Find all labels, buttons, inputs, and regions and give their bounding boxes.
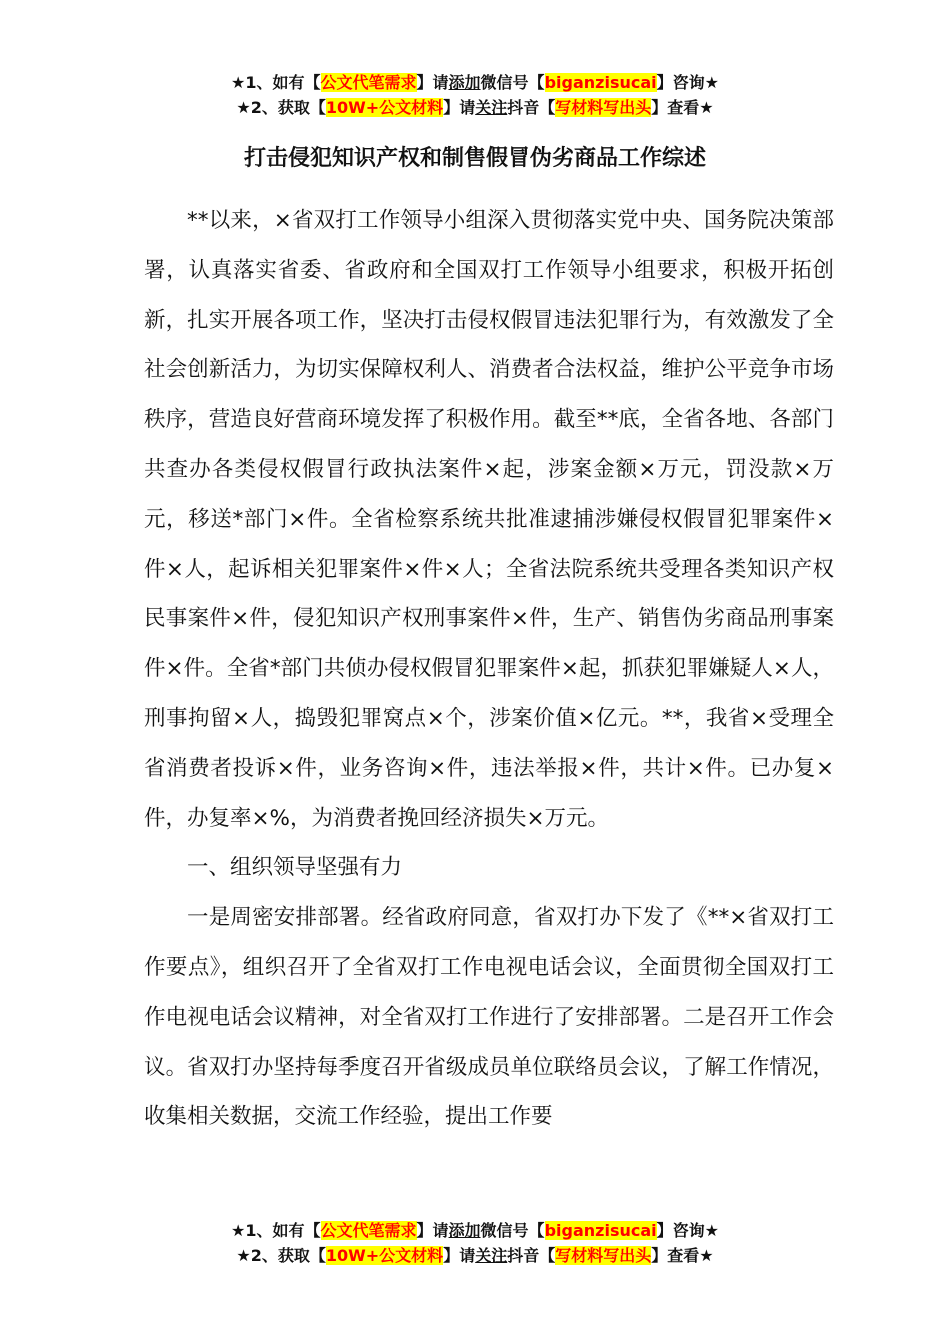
- notice-text: 】查看★: [651, 98, 714, 117]
- notice-line-1: [0, 70, 950, 95]
- douyin-name-highlight: 写材料写出头: [555, 98, 652, 117]
- underlined-text: 添加: [448, 73, 481, 92]
- footer-notice-banner: [0, 1218, 950, 1268]
- wechat-id-highlight: biganzisucai: [544, 1221, 657, 1240]
- notice-text: 】请: [443, 1246, 476, 1265]
- notice-text: ★2、获取【: [236, 1246, 326, 1265]
- notice-text: 】请: [416, 1221, 449, 1240]
- notice-text: 抖音【: [507, 1246, 556, 1265]
- notice-line-1: [0, 1218, 950, 1243]
- notice-text: 抖音【: [507, 98, 556, 117]
- header-notice-banner: [0, 70, 950, 120]
- notice-line-2: [0, 95, 950, 120]
- notice-line-2: [0, 1243, 950, 1268]
- section-heading: 一、组织领导坚强有力: [187, 855, 403, 881]
- notice-text: 】请: [443, 98, 476, 117]
- notice-text: 】请: [416, 73, 449, 92]
- notice-text: ★2、获取【: [236, 98, 326, 117]
- underlined-text: 关注: [475, 1246, 508, 1265]
- notice-text: ★1、如有【: [231, 73, 321, 92]
- notice-text: 】查看★: [651, 1246, 714, 1265]
- notice-text: 微信号【: [480, 1221, 545, 1240]
- highlight-text: 10W+公文材料: [325, 1246, 444, 1265]
- notice-text: 】咨询★: [656, 1221, 719, 1240]
- underlined-text: 关注: [475, 98, 508, 117]
- document-body: [144, 196, 834, 1142]
- document-title: 打击侵犯知识产权和制售假冒伪劣商品工作综述: [243, 146, 706, 171]
- body-paragraph: 一是周密安排部署。经省政府同意，省双打办下发了《**×省双打工作要点》，组织召开了全省双打工作电视电话会议，全面贯彻全国双打工作电视电话会议精神，对全省双打工作进行了安排部署。二是召开工作会议。省双打办坚持每季度召开省级成员单位联络员会议，了解工作情况，收集相关数据，交流工作经验，提出工作要: [144, 905, 834, 1130]
- douyin-name-highlight: 写材料写出头: [555, 1246, 652, 1265]
- notice-text: 】咨询★: [656, 73, 719, 92]
- body-paragraph: **以来，×省双打工作领导小组深入贯彻落实党中央、国务院决策部署，认真落实省委、省政府和全国双打工作领导小组要求，积极开拓创新，扎实开展各项工作，坚决打击侵权假冒违法犯罪行为，有效激发了全社会创新活力，为切实保障权利人、消费者合法权益，维护公平竞争市场秩序，营造良好营商环境发挥了积极作用。截至**底，全省各地、各部门共查办各类侵权假冒行政执法案件×起，涉案金额×万元，罚没款×万元，移送*部门×件。全省检察系统共批准逮捕涉嫌侵权假冒犯罪案件×件×人，起诉相关犯罪案件×件×人；全省法院系统共受理各类知识产权民事案件×件，侵犯知识产权刑事案件×件，生产、销售伪劣商品刑事案件×件。全省*部门共侦办侵权假冒犯罪案件×起，抓获犯罪嫌疑人×人，刑事拘留×人，捣毁犯罪窝点×个，涉案价值×亿元。**，我省×受理全省消费者投诉×件，业务咨询×件，违法举报×件，共计×件。已办复×件，办复率×%，为消费者挽回经济损失×万元。: [144, 208, 834, 831]
- underlined-text: 添加: [448, 1221, 481, 1240]
- highlight-text: 公文代笔需求: [320, 73, 417, 92]
- wechat-id-highlight: biganzisucai: [544, 73, 657, 92]
- highlight-text: 10W+公文材料: [325, 98, 444, 117]
- notice-text: ★1、如有【: [231, 1221, 321, 1240]
- notice-text: 微信号【: [480, 73, 545, 92]
- highlight-text: 公文代笔需求: [320, 1221, 417, 1240]
